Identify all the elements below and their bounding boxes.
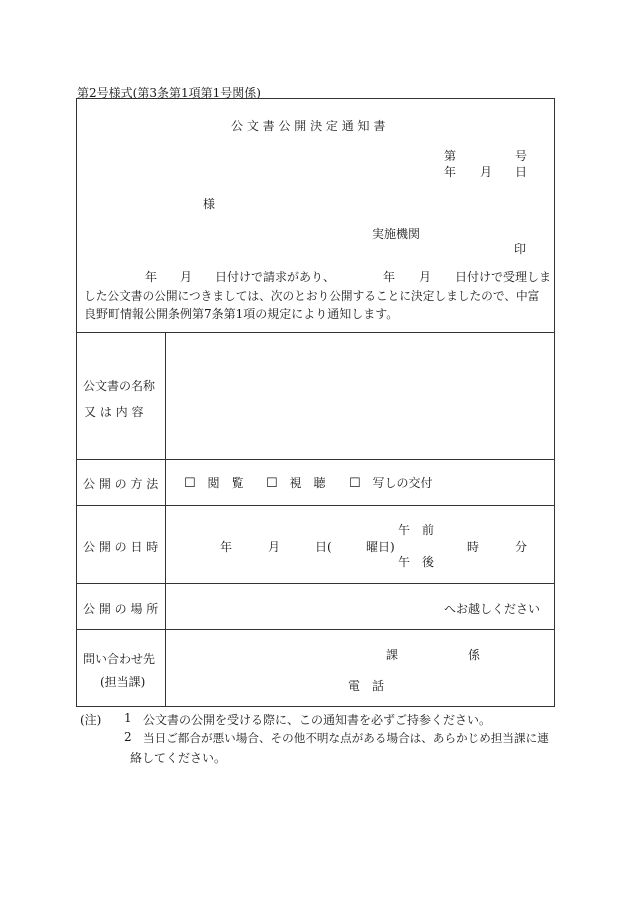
column-divider bbox=[165, 332, 166, 707]
recipient-suffix: 様 bbox=[203, 197, 216, 211]
note-number: 1 bbox=[124, 711, 132, 725]
divider bbox=[76, 459, 555, 460]
datetime-day: 日( bbox=[315, 540, 332, 554]
divider bbox=[76, 583, 555, 584]
datetime-pm: 午 後 bbox=[398, 555, 435, 569]
option-view[interactable] bbox=[184, 474, 244, 491]
contact-phone: 電 話 bbox=[348, 679, 385, 693]
option-listen[interactable] bbox=[266, 474, 326, 491]
checkbox-icon[interactable]: ☐ bbox=[184, 476, 196, 491]
checkbox-icon[interactable]: ☐ bbox=[266, 476, 278, 491]
option-label: 視 聴 bbox=[289, 476, 326, 490]
contact-label: 問い合わせ先 bbox=[83, 652, 156, 666]
date-year: 年 bbox=[444, 165, 457, 179]
name-label-2: 又 は 内 容 bbox=[84, 405, 144, 419]
note-text-continued: 絡してください。 bbox=[130, 751, 227, 765]
method-label: 公 開 の 方 法 bbox=[83, 477, 159, 491]
datetime-month: 月 bbox=[268, 540, 281, 554]
number-go: 号 bbox=[515, 149, 528, 163]
name-label-1: 公文書の名称 bbox=[83, 379, 156, 393]
body-suffix2: 日付けで受理しま bbox=[455, 270, 552, 284]
seal-mark: 印 bbox=[514, 242, 527, 256]
datetime-label: 公 開 の 日 時 bbox=[83, 540, 159, 554]
note-number: 2 bbox=[124, 730, 132, 744]
notes-prefix: (注) bbox=[80, 713, 102, 727]
option-label: 閲 覧 bbox=[207, 476, 244, 490]
datetime-hour: 時 bbox=[467, 540, 480, 554]
note-text: 公文書の公開を受ける際に、この通知書を必ずご持参ください。 bbox=[143, 713, 492, 727]
place-label: 公 開 の 場 所 bbox=[83, 602, 159, 616]
body-line3: 良野町情報公開条例第7条第1項の規定により通知します。 bbox=[84, 307, 399, 321]
checkbox-icon[interactable]: ☐ bbox=[349, 476, 361, 491]
contact-ka: 課 bbox=[386, 648, 399, 662]
date-month: 月 bbox=[480, 165, 493, 179]
datetime-weekday: 曜日) bbox=[366, 540, 395, 554]
datetime-minute: 分 bbox=[515, 540, 528, 554]
body-line2: した公文書の公開につきましては、次のとおり公開することに決定しましたので、中富 bbox=[84, 289, 540, 303]
form-label: 第2号様式(第3条第1項第1号関係) bbox=[77, 86, 261, 100]
name-content-field[interactable] bbox=[168, 335, 552, 456]
contact-kakari: 係 bbox=[468, 648, 481, 662]
datetime-year: 年 bbox=[220, 540, 233, 554]
datetime-am: 午 前 bbox=[398, 523, 435, 537]
option-copy[interactable] bbox=[349, 474, 433, 491]
body-month1: 月 bbox=[180, 270, 193, 284]
number-dai: 第 bbox=[444, 149, 457, 163]
place-text: へお越しください bbox=[444, 602, 541, 616]
date-day: 日 bbox=[515, 165, 528, 179]
divider bbox=[76, 332, 555, 333]
option-label: 写しの交付 bbox=[372, 476, 433, 490]
contact-sublabel: (担当課) bbox=[100, 675, 146, 689]
note-text: 当日ご都合が悪い場合、その他不明な点がある場合は、あらかじめ担当課に連 bbox=[143, 731, 549, 745]
body-year2: 年 bbox=[383, 270, 396, 284]
divider bbox=[76, 505, 555, 506]
body-month2: 月 bbox=[419, 270, 432, 284]
body-year1: 年 bbox=[145, 270, 158, 284]
document-title: 公 文 書 公 開 決 定 通 知 書 bbox=[231, 119, 386, 133]
agency-label: 実施機関 bbox=[372, 227, 421, 241]
divider bbox=[76, 629, 555, 630]
body-suffix1: 日付けで請求があり、 bbox=[215, 270, 336, 284]
